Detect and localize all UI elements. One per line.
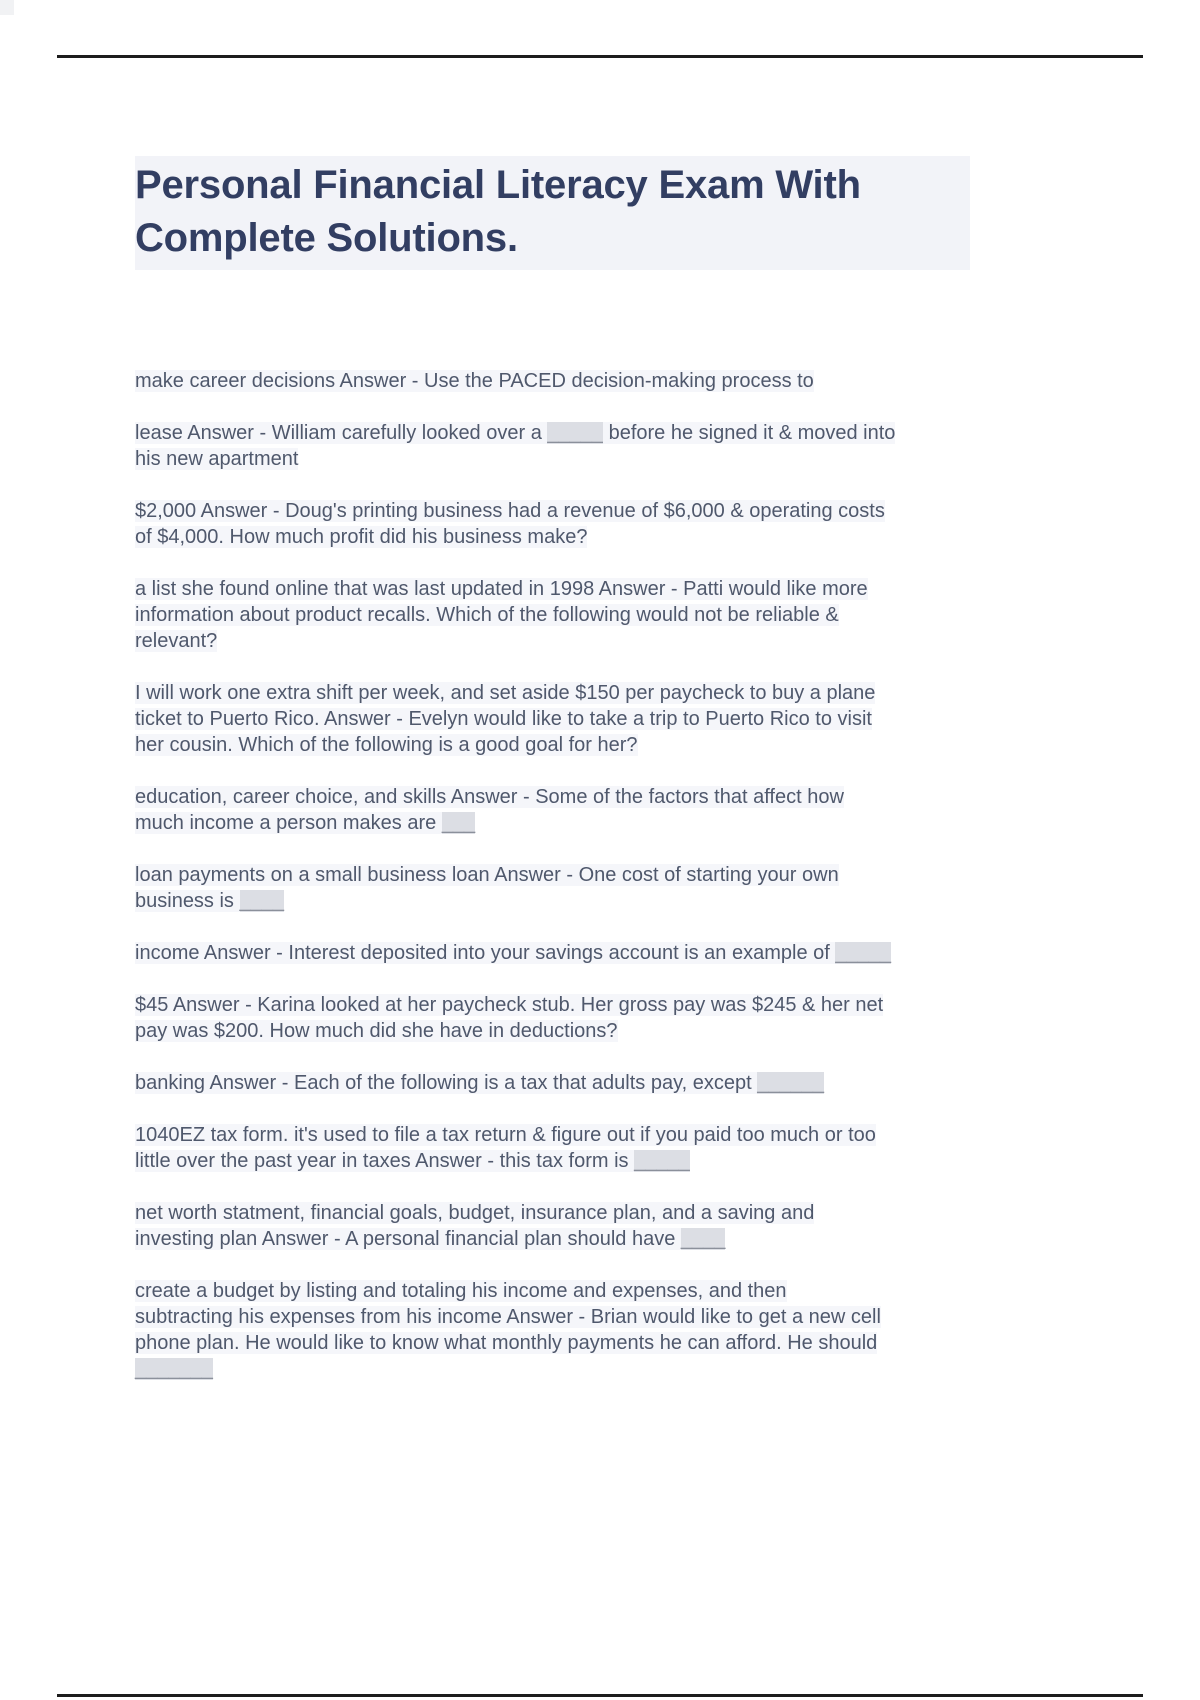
highlighted-text: before he signed it & moved into [603,422,896,444]
scan-corner-artifact [0,0,14,15]
highlighted-text: $2,000 Answer - Doug's printing business had a revenue of $6,000 & operating costs [135,500,885,522]
answer-blank: _____ [634,1150,690,1172]
highlighted-text: net worth statment, financial goals, budget, insurance plan, and a saving and [135,1202,815,1224]
highlighted-text: much income a person makes are [135,812,442,834]
highlighted-text: pay was $200. How much did she have in deductions? [135,1020,618,1042]
highlighted-text: education, career choice, and skills Answer - Some of the factors that affect how [135,786,844,808]
qa-paragraph [135,992,1115,1044]
highlighted-text: loan payments on a small business loan Answer - One cost of starting your own [135,864,839,886]
highlighted-text: phone plan. He would like to know what monthly payments he can afford. He should [135,1332,878,1354]
highlighted-text: income Answer - Interest deposited into your savings account is an example of [135,942,836,964]
qa-paragraph [135,1122,1115,1174]
highlighted-text: create a budget by listing and totaling his income and expenses, and then [135,1280,787,1302]
qa-list [135,368,1115,1408]
qa-paragraph [135,1200,1115,1252]
highlighted-text: lease Answer - William carefully looked over a [135,422,548,444]
answer-blank: _______ [135,1358,213,1380]
title-line-1: Personal Financial Literacy Exam With [135,163,861,207]
highlighted-text: little over the past year in taxes Answer - this tax form is [135,1150,635,1172]
qa-paragraph [135,680,1115,758]
highlighted-text: his new apartment [135,448,299,470]
answer-blank: ______ [757,1072,824,1094]
highlighted-text: of $4,000. How much profit did his business make? [135,526,588,548]
highlighted-text: information about product recalls. Which of the following would not be reliable & [135,604,839,626]
answer-blank: _____ [835,942,891,964]
answer-blank: ____ [680,1228,726,1250]
answer-blank: _____ [547,422,604,444]
qa-paragraph [135,1278,1115,1382]
highlighted-text: her cousin. Which of the following is a good goal for her? [135,734,638,756]
title-line-2: Complete Solutions. [135,216,518,260]
highlighted-text: relevant? [135,630,218,652]
highlighted-text: $45 Answer - Karina looked at her paycheck stub. Her gross pay was $245 & her net [135,994,884,1016]
qa-paragraph [135,368,1115,394]
highlighted-text: business is [135,890,240,912]
highlighted-text: a list she found online that was last updated in 1998 Answer - Patti would like more [135,578,868,600]
answer-blank: ____ [239,890,284,912]
qa-paragraph [135,940,1115,966]
highlighted-text: make career decisions Answer - Use the PACED decision-making process to [135,370,814,392]
qa-paragraph [135,576,1115,654]
qa-paragraph [135,784,1115,836]
bottom-rule [57,1694,1143,1697]
highlighted-text: investing plan Answer - A personal financial plan should have [135,1228,681,1250]
qa-paragraph [135,862,1115,914]
highlighted-text: banking Answer - Each of the following is a tax that adults pay, except [135,1072,758,1094]
top-rule [57,55,1143,58]
document-title [135,156,970,270]
qa-paragraph [135,420,1115,472]
answer-blank: ___ [441,812,476,834]
qa-paragraph [135,498,1115,550]
highlighted-text: subtracting his expenses from his income Answer - Brian would like to get a new cell [135,1306,881,1328]
qa-paragraph [135,1070,1115,1096]
highlighted-text: I will work one extra shift per week, and set aside $150 per paycheck to buy a plane [135,682,876,704]
highlighted-text: 1040EZ tax form. it's used to file a tax return & figure out if you paid too much or too [135,1124,876,1146]
highlighted-text: ticket to Puerto Rico. Answer - Evelyn would like to take a trip to Puerto Rico to visit [135,708,872,730]
